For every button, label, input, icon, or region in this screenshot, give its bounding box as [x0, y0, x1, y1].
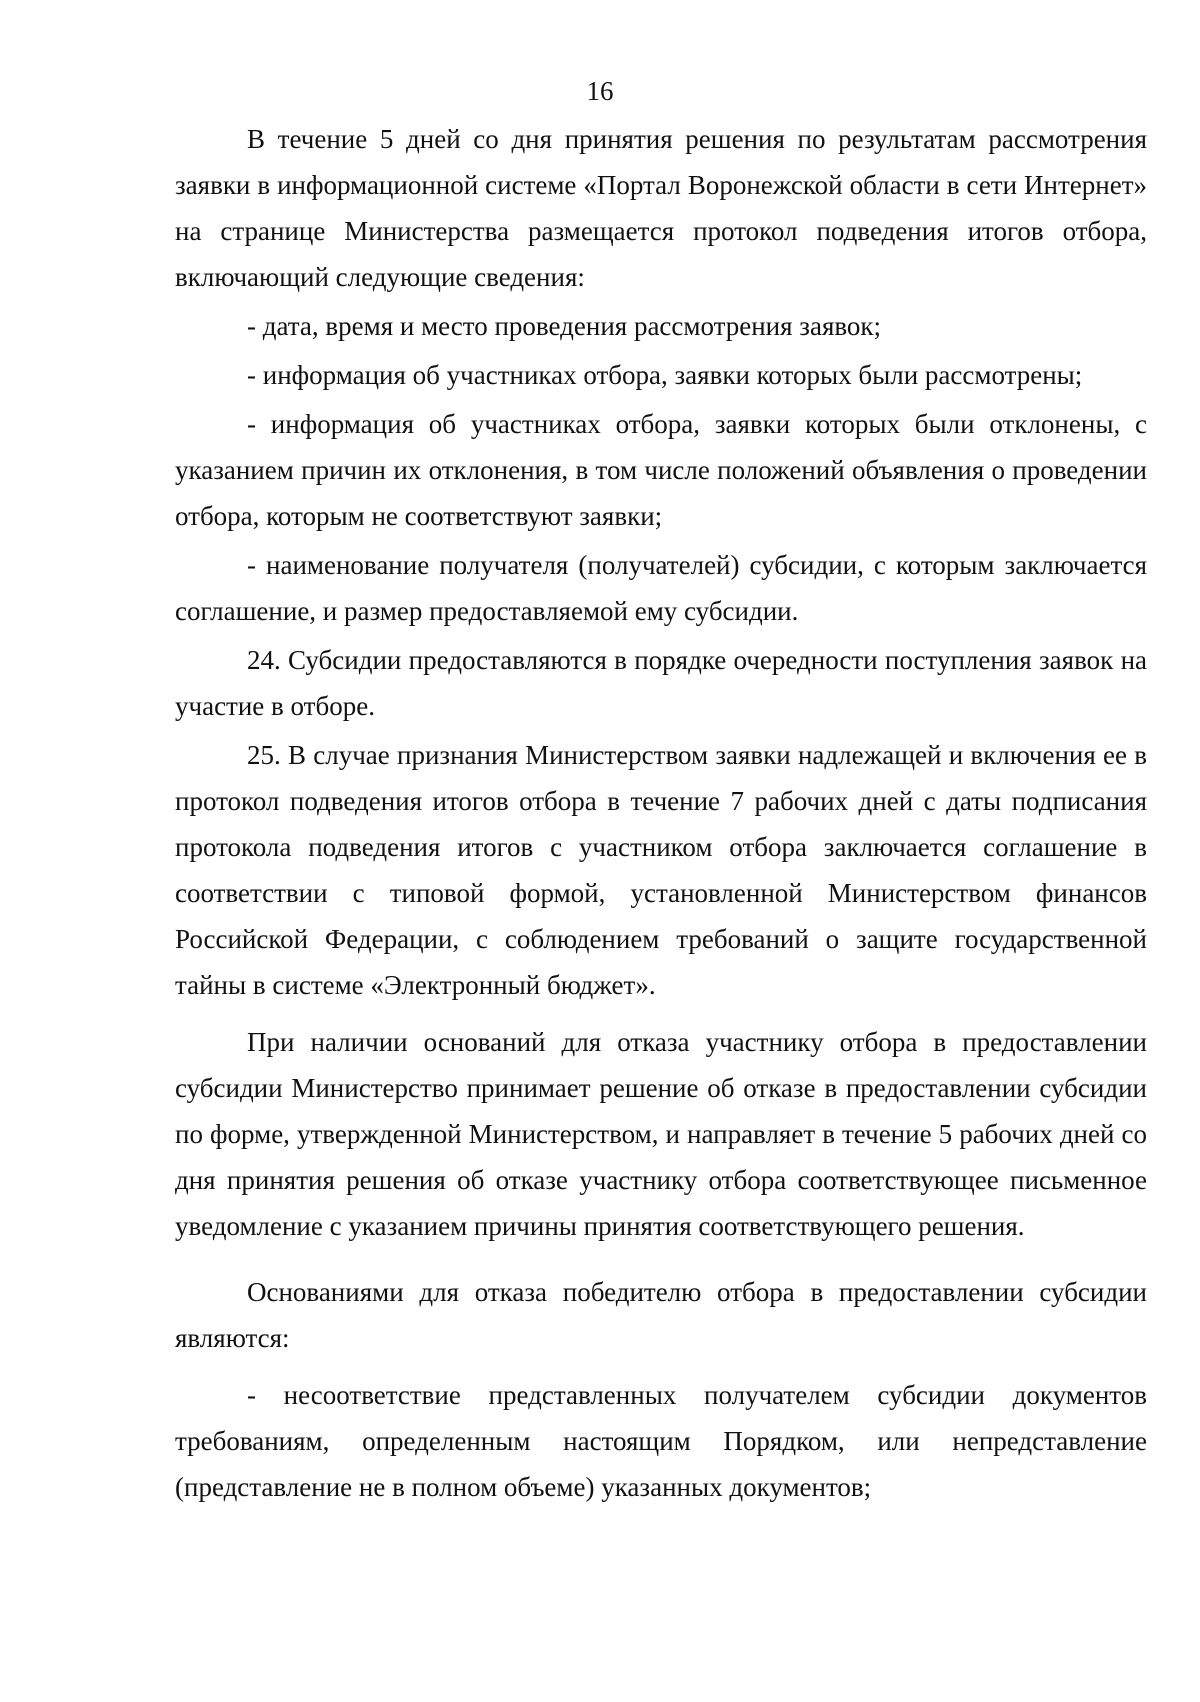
page-number: 16	[586, 76, 614, 106]
list-item-subsidy-recipient: - наименование получателя (получателей) субсидии, с которым заключается соглашение, и размер предоставляемой ему субсидии.	[175, 550, 1147, 626]
document-body	[175, 116, 1147, 1510]
list-item-rejected-participants: - информация об участниках отбора, заявки которых были отклонены, с указанием причин их отклонения, в том числе положений объявления о проведении отбора, которым не соответствуют заявки;	[175, 409, 1147, 531]
paragraph-24: 24. Субсидии предоставляются в порядке очередности поступления заявок на участие в отборе.	[175, 645, 1147, 721]
list-item-date-time-place: - дата, время и место проведения рассмотрения заявок;	[247, 311, 882, 341]
list-item-reviewed-participants: - информация об участниках отбора, заявки которых были рассмотрены;	[247, 360, 1083, 390]
paragraph-25: 25. В случае признания Министерством заявки надлежащей и включения ее в протокол подведения итогов отбора в течение 7 рабочих дней с даты подписания протокола подведения итогов с участником отбора заключается соглашение в соответствии с типовой формой, установленной Министерством финансов Российской Федерации, с соблюдением требований о защите государственной тайны в системе «Электронный бюджет».	[175, 740, 1147, 1000]
paragraph-refusal-grounds-intro: Основаниями для отказа победителю отбора в предоставлении субсидии являются:	[175, 1277, 1147, 1353]
paragraph-refusal-grounds-decision: При наличии оснований для отказа участнику отбора в предоставлении субсидии Министерство принимает решение об отказе в предоставлении субсидии по форме, утвержденной Министерством, и направляет в течение 5 рабочих дней со дня принятия решения об отказе участнику отбора соответствующее письменное уведомление с указанием причины принятия соответствующего решения.	[175, 1027, 1147, 1241]
list-item-documents-nonconformity: - несоответствие представленных получателем субсидии документов требованиям, определенным настоящим Порядком, или непредставление (представление не в полном объеме) указанных документов;	[175, 1380, 1147, 1502]
paragraph-protocol-publication: В течение 5 дней со дня принятия решения по результатам рассмотрения заявки в информационной системе «Портал Воронежской области в сети Интернет» на странице Министерства размещается протокол подведения итогов отбора, включающий следующие сведения:	[175, 124, 1147, 292]
